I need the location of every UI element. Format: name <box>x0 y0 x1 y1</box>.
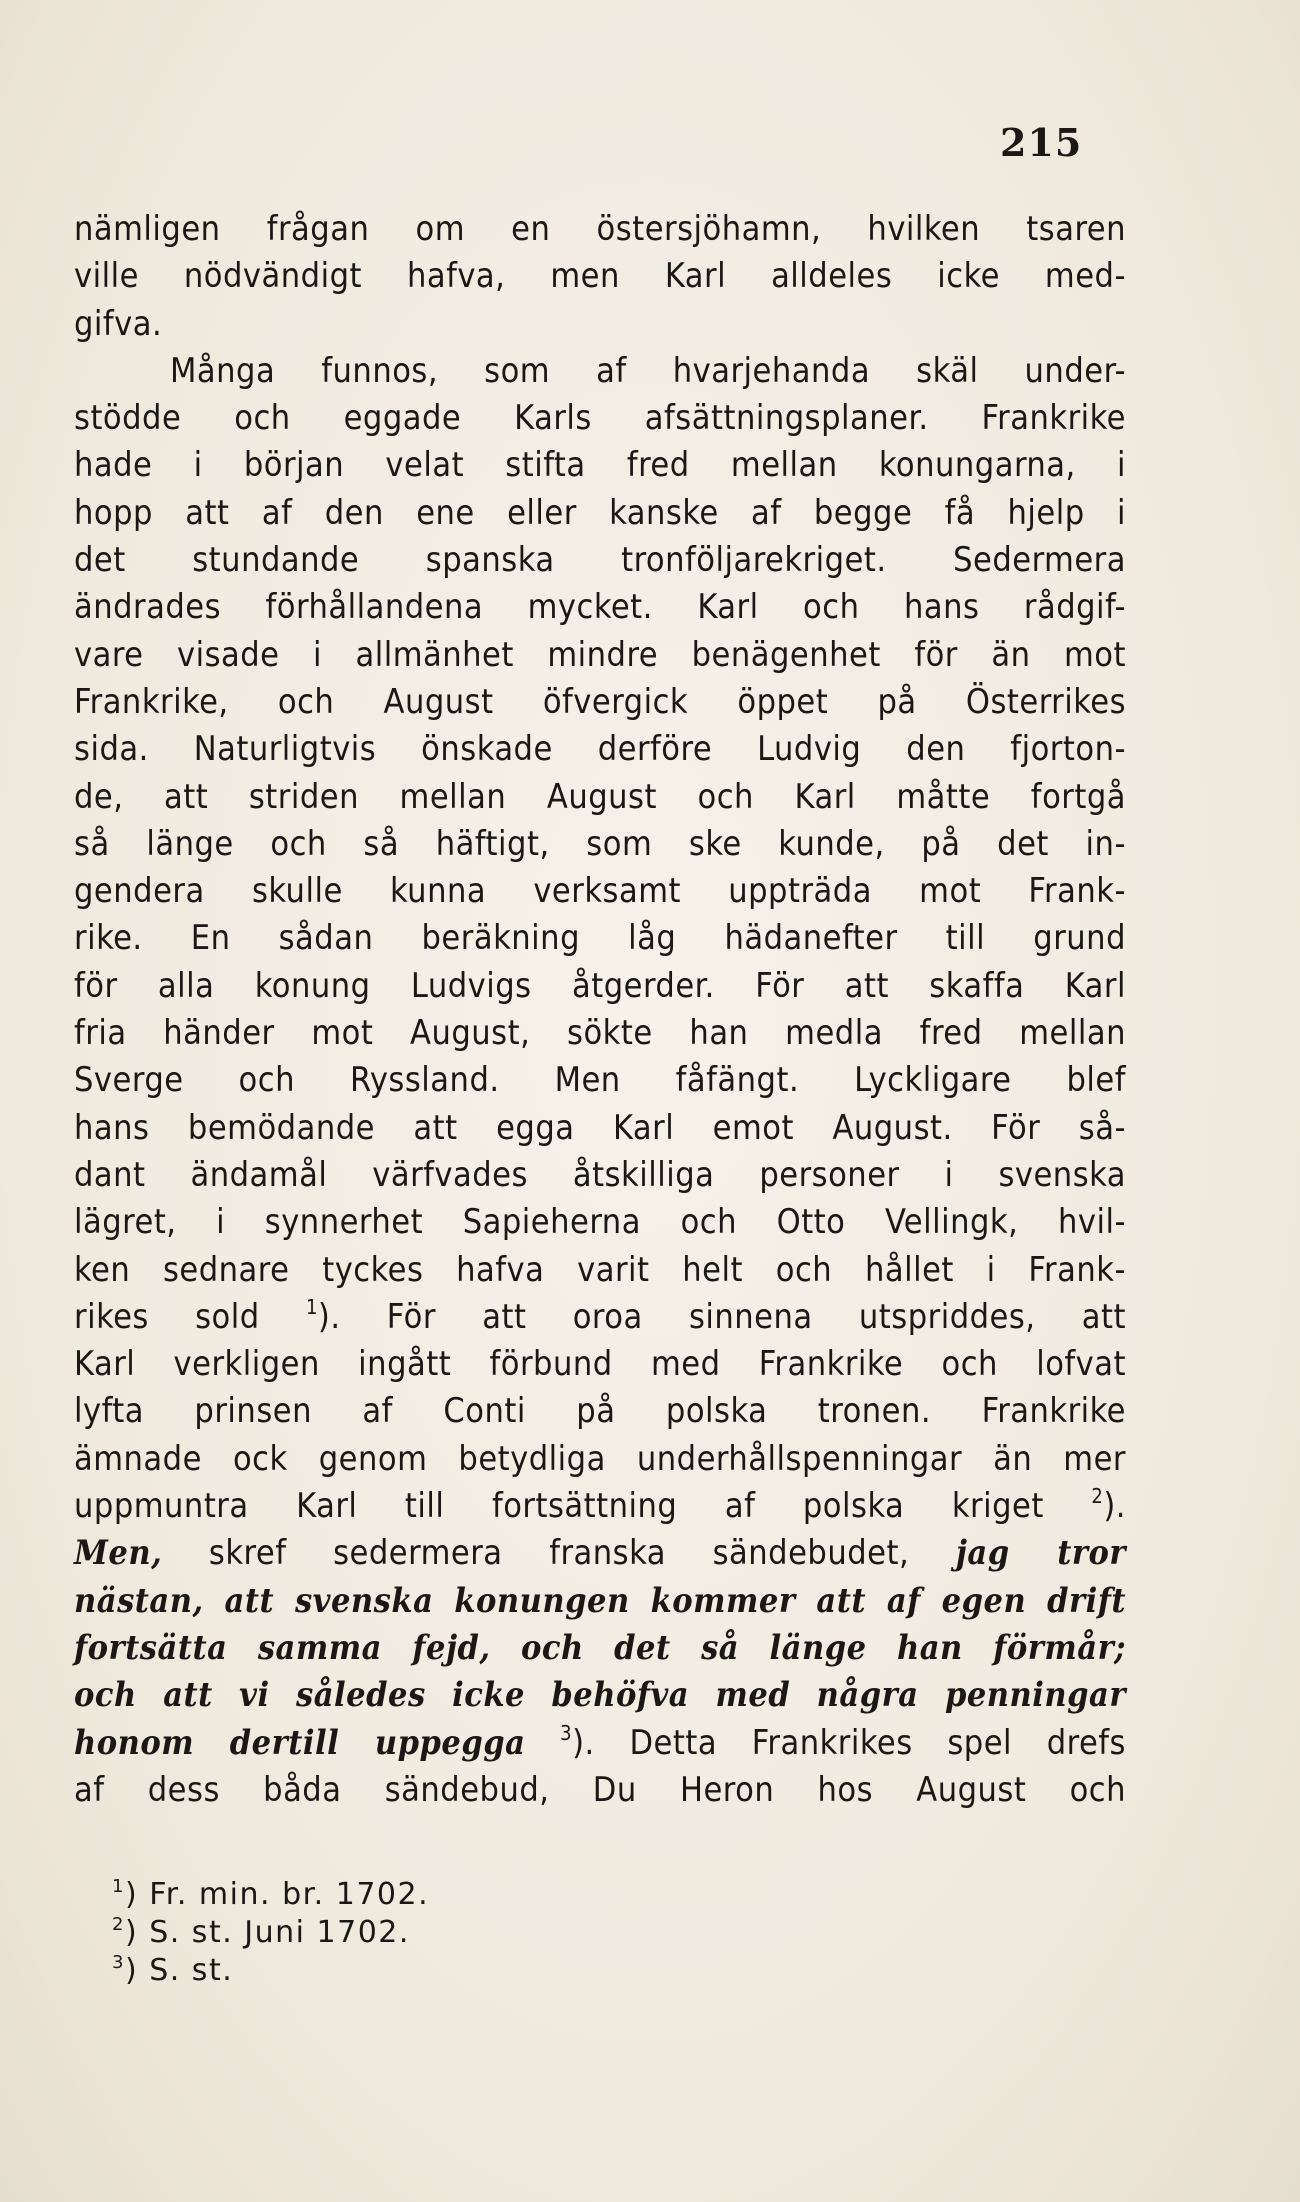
body-text <box>74 206 1126 1814</box>
footnote-reference: 1 <box>305 1294 318 1319</box>
text-line: nämligen frågan om en östersjöhamn, hvilken tsaren <box>74 209 1126 249</box>
text-run: uppmuntra Karl till fortsättning af polska kriget <box>74 1486 1044 1527</box>
footnote <box>112 1914 429 1952</box>
text-line: Frankrike, och August öfvergick öppet på Österrikes <box>74 681 1126 722</box>
text-line: vare visade i allmänhet mindre benägenhet för än mot <box>74 634 1126 675</box>
text-line: det stundande spanska tronföljarekriget. Sedermera <box>74 540 1126 581</box>
text-line: hade i början velat stifta fred mellan konungarna, i <box>74 445 1126 486</box>
text-line: lägret, i synnerhet Sapieherna och Otto Vellingk, hvil- <box>74 1202 1126 1243</box>
text-line: gifva. <box>74 303 163 344</box>
text-line: sida. Naturligtvis önskade derföre Ludvig den fjorton- <box>74 729 1126 770</box>
footnote-reference: 2 <box>1091 1484 1104 1509</box>
footnote <box>112 1952 429 1990</box>
text-line <box>74 1294 1126 1341</box>
footnote <box>112 1876 429 1914</box>
italic-run: Men, <box>74 1533 163 1574</box>
text-line: Karl verkligen ingått förbund med Frankrike och lofvat <box>74 1344 1126 1385</box>
footnote-mark: 2 <box>112 1914 125 1935</box>
text-line <box>74 1720 1126 1767</box>
text-line: rike. En sådan beräkning låg hädanefter till grund <box>74 918 1126 959</box>
italic-line: fortsätta samma fejd, och det så länge han förmår; <box>74 1627 1126 1668</box>
text-line: lyfta prinsen af Conti på polska tronen. Frankrike <box>74 1391 1126 1432</box>
text-run: rikes sold <box>74 1296 260 1337</box>
italic-run: honom dertill uppegga <box>74 1722 526 1763</box>
footnote-text: ) S. st. Juni 1702. <box>124 1915 410 1950</box>
text-line: ämnade ock genom betydliga underhållspenningar än mer <box>74 1438 1126 1479</box>
text-line: för alla konung Ludvigs åtgerder. För att skaffa Karl <box>74 965 1126 1006</box>
text-line: gendera skulle kunna verksamt uppträda mot Frank- <box>74 871 1126 912</box>
italic-line: nästan, att svenska konungen kommer att af egen drift <box>74 1580 1126 1621</box>
footnotes <box>112 1876 429 1990</box>
text-line: ville nödvändigt hafva, men Karl alldeles icke med- <box>74 256 1126 297</box>
text-line <box>74 1530 1126 1577</box>
text-line: hans bemödande att egga Karl emot August. För så- <box>74 1107 1126 1148</box>
text-line: så länge och så häftigt, som ske kunde, på det in- <box>74 823 1126 864</box>
footnote-reference: 3 <box>560 1720 573 1745</box>
text-run: ). <box>1103 1486 1126 1527</box>
text-line: Många funnos, som af hvarjehanda skäl under- <box>170 350 1126 391</box>
footnote-mark: 1 <box>112 1876 125 1897</box>
text-line: ändrades förhållandena mycket. Karl och hans rådgif- <box>74 587 1126 628</box>
text-run: skref sedermera franska sändebudet, <box>208 1533 910 1574</box>
text-line: af dess båda sändebud, Du Heron hos August och <box>74 1769 1126 1810</box>
text-line: hopp att af den ene eller kanske af begge få hjelp i <box>74 492 1126 533</box>
footnote-mark: 3 <box>112 1952 125 1973</box>
text-line <box>74 1483 1126 1530</box>
text-line: fria händer mot August, sökte han medla fred mellan <box>74 1013 1126 1054</box>
text-run: ). För att oroa sinnena utspriddes, att <box>317 1296 1126 1337</box>
text-line: stödde och eggade Karls afsättningsplaner. Frankrike <box>74 398 1126 439</box>
text-line: ken sednare tyckes hafva varit helt och hållet i Frank- <box>74 1249 1126 1290</box>
text-run: ). Detta Frankrikes spel drefs <box>572 1722 1126 1763</box>
italic-line: och att vi således icke behöfva med några penningar <box>74 1675 1126 1716</box>
text-line: de, att striden mellan August och Karl måtte fortgå <box>74 776 1126 817</box>
footnote-text: ) S. st. <box>124 1953 234 1988</box>
text-line: dant ändamål värfvades åtskilliga personer i svenska <box>74 1154 1126 1195</box>
page-number: 215 <box>1000 120 1083 165</box>
text-line: Sverge och Ryssland. Men fåfängt. Lyckligare blef <box>74 1060 1126 1101</box>
italic-run: jag tror <box>955 1533 1127 1574</box>
footnote-text: ) Fr. min. br. 1702. <box>124 1877 430 1912</box>
